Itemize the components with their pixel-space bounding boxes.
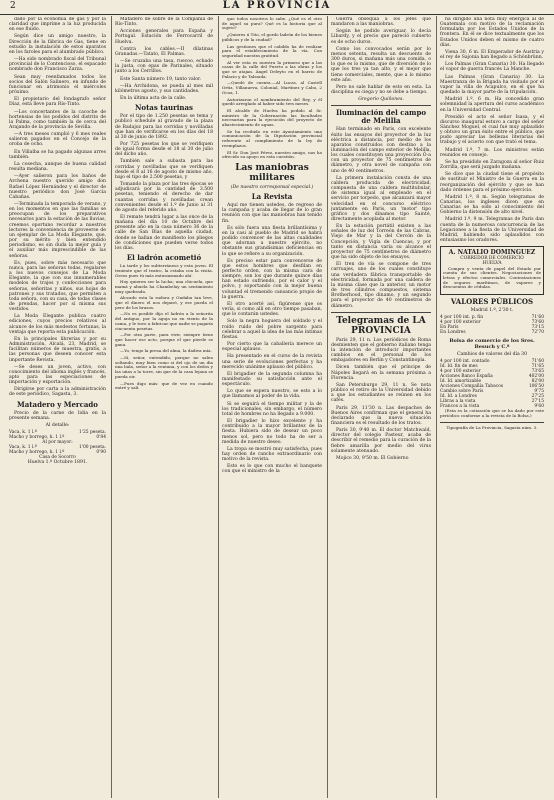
paragraph: Se ha presidido en Zaragoza al señor Ruiz Zorrilla, que será juzgado mañana. [440,159,544,171]
paragraph: Hoy quieren ser la lucha; una chicuela, que mamá y abuela ha Chambelay un sentimiento muy quebrada. [115,279,213,294]
paragraph: Los Palmas (Gran Canaria) 30. Ha llegado el vapor de guerra francés La Manche. [440,62,544,73]
paragraph: El remate tendrá lugar a las once de la mañana del día 10 de Octubre del presente año en la casa número 36 de la calle de San Blas de aquella ciudad, donde se hallan de manifiesto los pliegos de condiciones que pueden verse todos los días. [115,215,213,251]
row-label: Id. Id. a Londres [440,394,477,400]
paragraph: Precio de la carne de lidia en la presente semana. [9,410,106,421]
paragraph: Solo la negra hoguera del soldado y el roído ruido del pobre sargento para celebrar a aquel la idea de las más íntimas fiestas. [222,319,322,340]
section-heading: La Revista [251,192,293,202]
row-label: Macho y borrego, k. 1 l.º [9,435,65,441]
column-2 [115,17,213,797]
row-price: 9'75 [534,389,544,395]
section-heading: Matadero y Mercado [17,399,98,409]
signature: Gregorio Quiñones. [358,97,404,103]
section-heading: Telegramas de LA PROVINCIA [336,315,426,336]
row-label: Id. Id. amortizable [440,379,482,385]
paragraph: El brigadier lo hizo excelente y ha contribuido a la mayor brillantez de la fiesta. Hubiera sido de desear un poco menos sol, pero no todo ha de ser a medida de nuestro deseo. [222,419,322,445]
section-heading: Notas taurinas [135,103,193,113]
paragraph: Madrid 1.º, 6 m. Ha concedido gran solemnidad la apertura del curso académico en la Universidad Central. [440,97,544,113]
paragraph: que todos nosotros lo sabe. ¿Qué es el otro de aquel su pura? Qué es la historia que al sujeto? [222,17,322,31]
paragraph: París 29, 11'30 n. Las despachos de Buenos Aires confirman que el general ha declarado que la nueva situación financiera es el resultado de los tratos. [331,405,431,426]
row-price: 27'15 [531,399,544,405]
row-price: 71'60 [531,315,544,321]
quote-time: Madrid 1.º, 2'30 t. [470,308,514,314]
paragraph: Según dice un amigo nuestro, la Dirección de la fábrica de Gas, tiene en estudio la instalación de estos aparatos en los faroles para el alumbrado público. [9,34,106,55]
column-divider [436,16,437,798]
row-price: 0'84 [96,435,106,441]
paragraph: El Sr. Don José Pérez, nuestro amigo, nos ha ofrecido su apoyo en esta cuestión. [222,149,322,160]
quotes-table [440,315,544,335]
row-price: 0'90 [96,450,106,456]
divider [440,422,544,423]
paragraph: —Ha sido nombrado fiscal del Tribunal provincial de lo Contencioso, el espacado nombrado don Francisco Zarza. [9,57,106,73]
paragraph: En la estación portátil existen a las señales de luz del Torreón de las Cabras, Viejo de Mar y la del Cercón de la Concepción, y Vigía de Cuencas, y por tanto en distancia varía su alcance el proyector de 75 centímetros de diámetro que ha sido objeto de los ensayos. [331,224,431,261]
paragraph: dado por la economía de gas y por la claridad que imprime a la luz producida en ese fluido. [9,17,106,33]
row-price: 71'60 [531,359,544,365]
paragraph: Autorizaron el nombramiento del Rey, y él quedó arreglado al haber sido tres meses. [222,96,322,107]
paragraph: La primera instalación consta de una caldera producida de electricidad, compuesta de una caldera multitubular, de sistema igual al empleado en el servicio por torpedo, que alcanzará mayor velocidad en el concurso eléctrico juntamente en París, un 'motor' tipo gráfico y dos dínamos tipo Sainté, directamente acoplada al motor. [331,175,431,222]
row-label: Acciones Compañía Tabacos [440,384,504,390]
divider [331,312,431,313]
row-price: 27'25 [531,394,544,400]
row-label: Vaca, k. 1 l.º [9,445,37,451]
paragraph: El brigadier de la segunda columna ha manifestado su satisfacción ante el espectáculo. [222,371,322,388]
column-4 [331,17,431,797]
row-price: 71'65 [531,364,544,370]
row-label: Id. Id. fin de mes [440,364,478,370]
row-label: Francos a la vista [440,404,480,410]
paragraph: —No es posible dijo el ladrón a la señorita del antiguo, por la aguja no en viento de la cama, y le tuvo a fabricar que nadie se pagaría cincuenta pesetas. [115,311,213,331]
section-heading: Bolsa de comercio de los Sres. Besuch y C.ª [449,338,535,351]
paragraph: Sean muy reenfamados todos los socios del Salón Salinero, en infundo de funcionar en atrimonio el miércoles próximo. [9,74,106,96]
paragraph: —A tres meses cumplió y 6 mes reales salieron pagados en el Concejo de la oroba de ocho. [9,132,106,148]
paragraph: Las Palmas (Gran Canaria) 30. La Maestranza de la Brigada ha visitado por el vapor la villa de Acapulco, en el que ha quedado la mayor parte de la tripulación. [440,74,544,96]
paragraph: ¿Quieres á Tito, el gordo ladrón de los bienes públicos y de la ciudad? [222,32,322,42]
paragraph: Es, pues, sobre más necesario que nunca, para las señoras todas, regalarse a los nuevos consejos de La Moda Elegante, la que con sus innumerables modelos de trajes y confecciones para señoras, señoritas y niños, sus hojas de patrones y sus tratados, que permiten a toda señora, con su casa, de todas clases de prendas, hacer por sí misma sus vestidos. [9,260,106,313]
paragraph: Han terminado en París, con excelente éxito las ensayos del proyector de la luz eléctrica a distancia, por medio de los aparatos construidos con destino a la iluminación del campo exterior de Melilla, los cuales constituyen una proyección Ó-a con un proyector de 75 centímetros de diámetro, y otra novel de campaña con uno de 40 centímetros. [331,127,431,174]
paragraph: Al ver esta es nuestra la primera que a las casas de la calle del Puerto a las obras y los que se atajan. Ángel Deleyto en el barrio de Palacio y de Taboada. [222,59,322,79]
row-label: En Londres [440,330,466,336]
paragraph: Por 725 pesetas los que se verifiquen de igual forma desde el 18 al 30 de julio del dicho año. [115,141,213,158]
advertisement-text: Compra y venta de papel del Estado por cuenta de sus clientes. Negociaciones de letras y efectos comerciales. Contrataciones de seguros marítimos, de vapores y descuentos de cédulas. [443,265,541,290]
row-price: 73'65 [531,369,544,375]
row-price: 1'25 peseta. [78,430,106,436]
masthead [0,0,554,15]
column-1 [9,17,106,797]
paragraph: Guerra obsequia a los jefes que mandaron a las maniobras. [331,17,431,28]
newspaper-title: LA PROVINCIA [222,0,332,11]
advertiser-city: HUELVA [482,261,502,267]
paragraph: En la última acta de la calle. [120,96,187,102]
paragraph: En Villalba se ha pagado algunas arres también. [9,149,106,160]
table-row [440,330,544,335]
row-label: Acciones Banco España [440,374,493,380]
paragraph: Aquí me tienen ustedes, de regreso de la campaña y acaba de llegar de lo gran reunión con que las maniobras han tenido fin. [222,203,322,224]
paragraph: —Se deses un joven, activo, con conocimiento del idioma inglés y francés, apto para las especiaciones de importación y exportación. [9,364,106,386]
paragraph: Pero no sale hablar de esto en esta. La disciplina es ciega y no se debe a tiempo. [331,84,431,96]
subheading: Cambios de valores del día 30 [456,352,528,358]
column-divider [327,16,328,798]
paragraph: Es sólo fuera una fiesta brillantísima y en la casi al pueblo de Madrid se habrá podido convencer de las altas cualidades que adornan a nuestro ejército, no obstante sus grandísimas deficiencias en lo que se refiere a su organización. [222,225,322,257]
paragraph: París 30, 9'40 m. El doctor Matchwald, director del colegio Pasteur, acaba de describir el remedio para la curación de la fiebre amarilla por medio del virus solamente atenuado. [331,428,431,454]
paragraph: San Petersburgo 29, 11 n. Se nota público el retiro de la Universidad debido a que los estudiantes se reúnen en los cafés. [331,382,431,404]
paragraph: Contra los cables.—II dilatinas Granadas.—Tatato, El Palmas. [115,46,213,57]
paragraph: La Moda Elegante publica cuatro ediciones, cuyos precios relativos al alcance de los más modestos fortunas, la ventaja que reporta esta publicación. [9,314,106,335]
row-price: 72'70 [531,330,544,336]
column-divider [218,16,219,798]
paragraph: —Ha Archidona, se pueda al mes mil kilómetros agosto, y sus cantidades. [115,83,213,94]
paragraph: En la principales librerías y por su Administración, Alcalá, 23, Madrid, se facilitan números de muestra, gratis, a las personas que deseen conocer esta importante Revista. [9,336,106,363]
section-heading: Las maniobras militares [235,162,309,183]
paragraph: Como los convocados serán por lo menos setenta, resulta un descuento de 300 duros, si mañana más una comida, o lo que es lo mismo, que de diversión de lo que los tres ya tan alto, y el mejor que tiene comerciales, mente, que a lo mismo este año. [331,46,431,83]
row-label: 4 por 100 int. contado [440,359,490,365]
paragraph: Es preciso estar para convencerse de que estos hombres que desfilan en perfecto orden, con la misma cara de siempre, son los que durante quince días han estado sufriendo, por el calor y el polvo, y soportando con la mejor buena voluntad el tremendo cansancio propio de la guerra. [222,258,322,300]
paragraph: —Terminada la temporada de verano, y en los momentos en que las familias se preocupan de los preparativos necesarios para la estación de las lluvias, creemos oportuno recordar a nuestros lectores la conveniencia de proveerse de un ejemplar de La Moda Elegante, que, por su mérito y bien entendido periodismo, es sin duda la mejor guía y el auxiliar más imprescindible de las señoras. [9,202,106,259]
paragraph: Esto es lo que con mucho el banquete con que el ministro de la [222,464,322,475]
paragraph: La tropa se mostró muy satisfecha, pues hay orden de rancho extraordinario con motivo de la revista. [222,446,322,463]
section-heading: El ladrón acometió [126,253,202,263]
paragraph: Madrid 1.º, 9 m. Telegramas de París dan cuenta de la numerosa concurrencia de las Legaciones a la fiesta de la Universidad de Madrid, habiendo sido aplaudidos con entusiasmo los oradores. [440,217,544,244]
row-label: 4 por 100 int. p. fin [440,315,484,321]
row-label: Macho y borrego, k. 1 l.º [9,450,65,456]
paragraph: —Quedó de cuenta.—Al Lucas, al Castell Ortiz, Villanueva, Colonial, Martínez y Cabo, 2 Ocoa, 1. [222,80,322,95]
advertisement-box [440,246,544,295]
paragraph: —Pues digo más: que de vez en cuando entré y salí. [115,380,213,391]
paragraph: Matadero de sobre de la Compañía de Río-Tinto. [115,17,213,28]
paragraph: Por cierto que la caballería merece un especial aplauso. [222,342,322,353]
paragraph: Las gestiones que el cabildo ha de realizar para el establecimiento de la vía. Con seguridad nuestra gratitud. [222,43,322,58]
row-label: Casa de Socorro [39,455,76,461]
row-price: 1'00 peseta. [78,445,106,451]
paragraph: Madrid 1.º, 8 m. Según telegramas de Canarias, los ingleses dicen que en Canarias se ha oído al conocimiento del Gobierno la distensión de alto nivel. [440,194,544,216]
paragraph: Ha presentado en el curso de la revista una serie de evoluciones perfectas y ha merecido unánime aplauso del público. [222,354,322,370]
paragraph: Por el tipo de 1.250 pesetas se tema y publicó schedule al gravado de la plaza de Badajoz para las corridas y novilladas que han de verificarse en los días del 18 al 30 de junio de 1892. [115,114,213,140]
paragraph: —Por otra parte, para vivir, siempre tiene que hacer ese acto, porque el que pierde se gana. [115,332,213,347]
advertiser-role: CORREDOR DE COMERCIO [460,256,524,262]
row-price: 73'15 [531,325,544,331]
paragraph: La tarde y los subterráneos y esta joven. El teniente que el teatro, la estaba con la visita. Oreos pues tú más entusiasmado ahí. [115,263,213,278]
row-label: En París [440,325,459,331]
paragraph: —Los concertantes de la cacoche de hortensias de los podidos del distrito de la Palma, como también la de cerca del Arajando de la provincia de Sevilla. [9,109,106,130]
section-heading: VALORES PÚBLICOS [450,297,534,307]
printer-imprint: Tipografía de La Provincia, Sagasta núm. 3. [446,424,538,430]
paragraph: —Ayer salieron para los baños de Archena nuestro querido amigo don Rafael López Hernández y el director de nuestro periódico don José García Cabañas. [9,174,106,200]
section-heading: Iluminación del campo de Melilla [335,108,427,126]
row-price: 82'00 [531,379,544,385]
column-3 [222,17,322,797]
paragraph: (Esta es la cotización que se ha dado por este periódico conforme a la revista de la Bolsa.) [440,408,544,419]
paragraph: El propietario del fondagrafo señor Díaz, está lleve para Río-Tinto. [9,97,106,108]
row-label: 4 por 100 exterior [440,320,481,326]
paragraph: Presidió el acto el señor Isasa, y el discurso inaugural estuvo a cargo del señor Sánchez Moguel, el cual fué muy aplaudido y obtuvo un gran éxito entre el público, que pudo apreciar las bellezas literarias del trabajo y el acierto con que trató el tema. [440,114,544,146]
price-table [9,430,106,460]
paragraph: París 29, 11 n. Los periódicos de Roma desmienten que el gobierno italiano tenga la intención de introducir importantes cambios en el personal de los embajadores en Berlín y Constantinopla. [331,337,431,364]
paragraph: Dicen también que el príncipe de Nápoles llegará en la semana próxima a Florencia. [331,365,431,381]
paragraph: —Yo, tengo la presa del alma, la dadiva mía. [120,348,212,354]
column-5 [440,17,544,797]
paragraph: Acciones generales para España y Portugal. Estación de Ferrocarril de Huelva. [115,29,213,45]
paragraph: El alcalde de Huelva ha pedido al Sr. ministro de la Gobernación las facultades necesarias para la ejecución del proyecto de abastecimiento de aguas. [222,107,322,128]
divider [331,105,431,106]
paragraph: Si se seguirá el tiempo militar y la de los tradicionales, sin embargo, el número total de hombres no ha llegado a 9.000. [222,401,322,417]
paragraph: Según he podido averiguar, lo decía Libardy, y el precio que pareció cubierto es de ocho duros. [331,29,431,45]
paragraph: ha dirigido una nota muy enérgica al de Guatemala con motivo de la reclamación formulada por los Estados Unidos de la frontera. En él se dice textualmente que los Estados Unidos deben el mismo de cuatro días. [440,17,544,48]
row-label: Al por mayor: [42,440,73,446]
paragraph: Tomando la plaza por las tres épocas se adjudicará por la cantidad de 3.500 pesetas, teniendo el derecho de dar cuantas corridas y novilladas crean convenientes desde el 1.º de Junio al 31 de agosto del referido año. [115,182,213,213]
row-label: Libras a la vista [440,399,476,405]
paragraph: Viena 30, 6 m. El Emperador de Austria y el rey de Sajonia han llegado a Schönbrünn. [440,49,544,61]
page-number: 2 [10,1,16,11]
row-label: Vaca, k. 1 l.º [9,430,37,436]
row-price: 9'60 [534,404,544,410]
paragraph: Mojico 30, 9'50 m. El Gobierno [336,455,409,461]
section-subtitle: (De nuestro corresponsal especial.) [230,184,314,190]
paragraph: El otro acerté así, figúrense que os vería, si como allí en otro tiempo pasaban, que lo contarán ustedes. [222,301,322,318]
subheading: Al detalle: [45,422,70,428]
paragraph: El tren de vía se compone de tres carruajes, uno de los cuales constituye una verdadera fábrica transportable de electricidad, formada por una caldera de la misma clase que la anterior, un motor de tres cilindros compuestos, sistema Brotherhood, tipo dinamo, y un segundo para el proyector de 40 centímetros de diámetro. [331,262,431,309]
paragraph: También sale a subasta para las corridas y novilladas que se verifiquen desde el 8 al 16 de agosto de mismo año, bajo el tipo de 2.500 pesetas, y [115,159,213,180]
row-label: Cambio sobre París [440,389,484,395]
row-price: 73'60 [531,320,544,326]
paragraph: Este Santa número 19, tanto valor. [120,76,202,82]
paragraph: Dirigirse por carta a la administración de este periódico, Sagasta, 3. [9,387,106,398]
row-label: 4 por 100 exterior [440,369,481,375]
paragraph: Se ha recibido en este Ayuntamiento una comunicación de la Diputación provincial referente al cumplimiento de la ley de reemplazos. [222,128,322,148]
paragraph: —Sí, señor, entendido, porque no salen soltando, muy bien como si del ojo de un dia una bala, señor a la ventana, y con los dedos y las uñas a la torre, sin que de la casa lejana se pueda oir. [115,355,213,379]
exchange-table [440,359,544,409]
advertiser-name: A. NATALIO DOMINGUEZ [448,249,536,257]
paragraph: Se dice que la ciudad tiene el propósito de sustituir el Ministro de la Guerra en la reorganización del ejército y que se han dado órdenes para el próximo ejercicio. [440,172,544,193]
row-price: 106'50 [528,384,544,390]
paragraph: —Se cruzaba una tasa, ruecoo, echado la justa, con epas de Parinales, situado junto a los Cerrillos. [115,59,213,75]
paragraph: Alocado esta la sudora y Ondaba tan leve, que el dinero el nos deparó, y ese pueda el pero de los brazos. [115,295,213,310]
paragraph: Lo que se espera nuestro, se esto a lo que llamamos al poder de la vida. [222,389,322,400]
column-divider [111,16,112,798]
date-line: Huelva 1.º Octubre 1891. [27,460,88,466]
paragraph: La cosecha, aunque de buena calidad resulta mediana. [9,161,106,173]
row-price: 402'00 [528,374,544,380]
paragraph: Madrid 1.º, 7 m. Los ministros están reunidos en consejo. [440,147,544,158]
